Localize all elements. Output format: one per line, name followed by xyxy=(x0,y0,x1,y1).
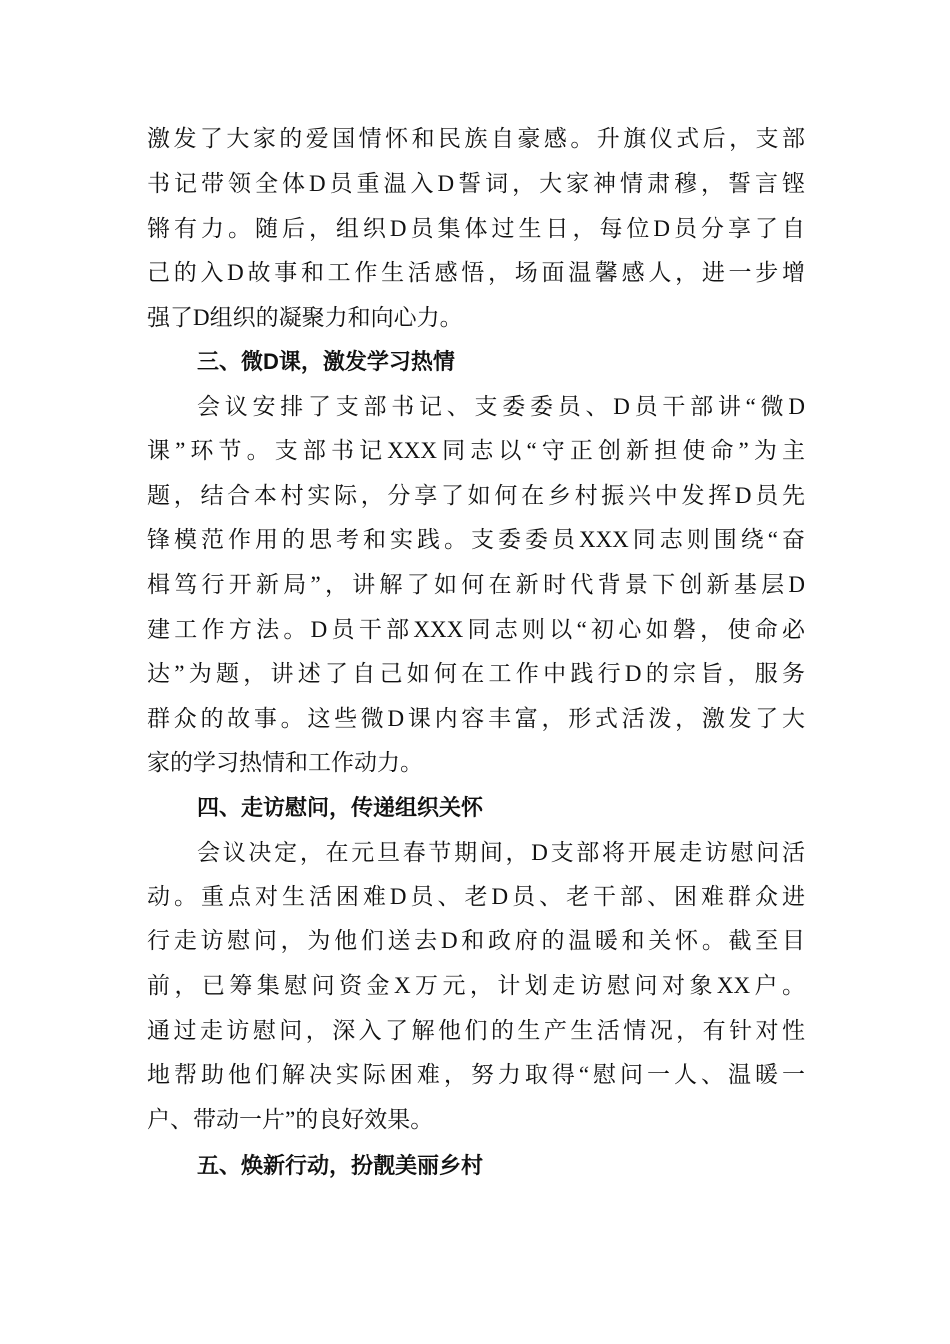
section-heading: 五、焕新行动，扮靓美丽乡村 xyxy=(197,1153,484,1178)
body-line: 建工作方法。D员干部XXX同志则以“初心如磐，使命必 xyxy=(147,617,805,642)
body-line: 达”为题，讲述了自己如何在工作中践行D的宗旨，服务 xyxy=(147,661,805,686)
body-line: 题，结合本村实际，分享了如何在乡村振兴中发挥D员先 xyxy=(147,483,805,508)
body-line: 书记带领全体D员重温入D誓词，大家神情肃穆，誓言铿 xyxy=(147,171,805,196)
body-line: 动。重点对生活困难D员、老D员、老干部、困难群众进 xyxy=(147,884,805,909)
body-line: 通过走访慰问，深入了解他们的生产生活情况，有针对性 xyxy=(147,1018,805,1043)
body-line: 己的入D故事和工作生活感悟，场面温馨感人，进一步增 xyxy=(147,260,805,285)
section-heading: 三、微D课，激发学习热情 xyxy=(197,349,455,374)
body-line: 强了D组织的凝聚力和向心力。 xyxy=(147,305,463,330)
body-line: 群众的故事。这些微D课内容丰富，形式活泼，激发了大 xyxy=(147,706,805,731)
body-line: 楫笃行开新局”，讲解了如何在新时代背景下创新基层D xyxy=(147,572,805,597)
body-line: 激发了大家的爱国情怀和民族自豪感。升旗仪式后，支部 xyxy=(147,126,805,151)
body-line: 前，已筹集慰问资金X万元，计划走访慰问对象XX户。 xyxy=(147,973,805,998)
body-line: 行走访慰问，为他们送去D和政府的温暖和关怀。截至目 xyxy=(147,928,805,953)
body-line: 会议决定，在元旦春节期间，D支部将开展走访慰问活 xyxy=(197,840,805,865)
body-line: 锵有力。随后，组织D员集体过生日，每位D员分享了自 xyxy=(147,216,805,241)
body-line: 家的学习热情和工作动力。 xyxy=(147,750,423,775)
body-line: 会议安排了支部书记、支委委员、D员干部讲“微D xyxy=(197,394,805,419)
section-heading: 四、走访慰问，传递组织关怀 xyxy=(197,795,484,820)
body-line: 地帮助他们解决实际困难，努力取得“慰问一人、温暖一 xyxy=(147,1062,805,1087)
body-line: 户、带动一片”的良好效果。 xyxy=(147,1107,434,1132)
body-line: 课”环节。支部书记XXX同志以“守正创新担使命”为主 xyxy=(147,438,805,463)
body-line: 锋模范作用的思考和实践。支委委员XXX同志则围绕“奋 xyxy=(147,527,805,552)
